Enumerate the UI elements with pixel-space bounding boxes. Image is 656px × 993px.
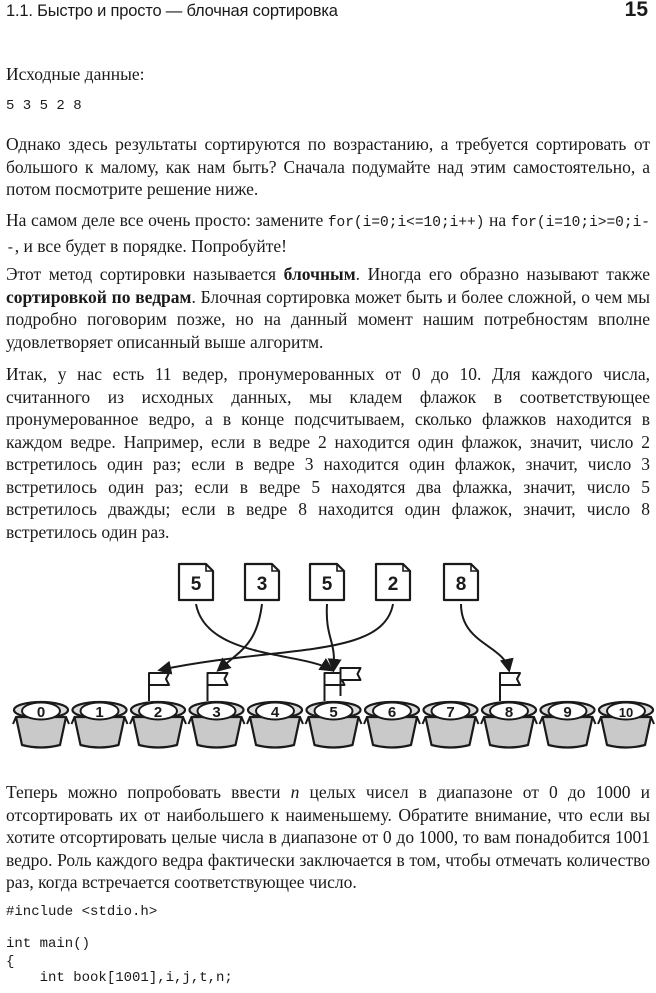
bucket-body (309, 717, 359, 748)
bucket-label: 2 (153, 704, 163, 721)
bucket-5 (306, 702, 362, 748)
number-card-4 (376, 564, 410, 600)
arrow-card-4-to-bucket-2 (160, 604, 393, 670)
bucket-body (250, 717, 300, 748)
flag-bucket-3 (208, 673, 228, 701)
bucket-body (543, 717, 593, 748)
bucket-2 (130, 702, 186, 748)
running-title: 1.1. Быстро и просто — блочная сортировка (6, 2, 338, 20)
bucket-body (426, 717, 476, 748)
flag-cloth (341, 668, 361, 680)
bucket-9 (540, 702, 596, 748)
bucket-10 (598, 702, 654, 748)
bucket-0 (13, 702, 69, 748)
bucket-label: 7 (446, 704, 455, 721)
bucket-body (192, 717, 242, 748)
number-card-label: 5 (190, 574, 202, 595)
number-card-label: 5 (321, 574, 333, 595)
bucket-6 (364, 702, 420, 748)
bucket-label: 5 (329, 704, 338, 721)
bucket-label: 0 (36, 704, 46, 721)
bucket-body (16, 717, 66, 748)
paragraph-3-text-2: . Иногда его образно называют также (355, 264, 651, 284)
bucket-sort-figure (0, 548, 656, 760)
bucket-3 (189, 702, 245, 748)
bucket-label: 1 (95, 704, 104, 721)
number-card-1 (179, 564, 213, 600)
flag-bucket-8 (500, 673, 520, 701)
inline-code-2: for(i=10;i>=0;i-- (6, 215, 650, 257)
flag-cloth (208, 673, 228, 685)
paragraph-2 (6, 209, 650, 260)
paragraph-2-text-1: На самом деле все очень просто: замените (6, 210, 328, 230)
input-values: 5 3 5 2 8 (6, 98, 82, 114)
bucket-body (601, 717, 651, 748)
paragraph-5-text-2: целых чисел в диапазоне от 0 до 1000 и отсортировать их от наибольшего к наименьшему. Обратите внимание, что если вы хотите отсортировать целые числа в диапазоне от 0 до 1000, то вам понадобится 1001 ведро. Роль каждого ведра фактически заключается в том, чтобы отмечать количество раз, когда встречается соответствующее число. (6, 782, 651, 892)
code-main: int main() (6, 936, 91, 952)
bucket-7 (423, 702, 479, 748)
code-include: #include <stdio.h> (6, 904, 158, 920)
bucket-8 (481, 702, 537, 748)
bucket-label: 4 (270, 704, 280, 721)
bucket-label: 10 (618, 705, 634, 720)
number-card-label: 2 (387, 574, 399, 595)
arrow-card-5-to-bucket-8 (461, 604, 509, 670)
arrow-card-3-to-bucket-5 (327, 604, 334, 670)
bucket-body (75, 717, 125, 748)
bucket-1 (72, 702, 128, 748)
term-bucket-sort: блочным (283, 264, 356, 284)
input-label: Исходные данные: (6, 64, 145, 84)
paragraph-5-text-1: Теперь можно попробовать ввести (6, 782, 291, 802)
variable-n: n (290, 782, 300, 802)
bucket-body (367, 717, 417, 748)
number-card-3 (310, 564, 344, 600)
paragraph-3-text-1: Этот метод сортировки называется (6, 264, 284, 284)
flag-cloth (149, 673, 169, 685)
flag-cloth (500, 673, 520, 685)
page-number: 15 (624, 0, 648, 21)
bucket-label: 3 (212, 704, 221, 721)
paragraph-3-text-3: . Блочная сортировка может быть и более сложной, о чем мы подробно поговорим позже, но на данный момент нашим потребностям вполне удовлетворяет описанный выше алгоритм. (6, 286, 650, 352)
bucket-label: 6 (387, 704, 397, 721)
code-declaration: int book[1001],i,j,t,n; (6, 970, 233, 986)
paragraph-4: Итак, у нас есть 11 ведер, пронумерованных от 0 до 10. Для каждого числа, считанного из исходных данных, мы кладем флажок в соответствующее пронумерованное ведро, а в конце подсчитываем, сколько флажков находится в каждом ведре. Например, если в ведре 2 находится один флажок, значит, число 2 встретилось один раз; если в ведре 3 находится один флажок, значит, число 3 встретилось один раз; если в ведре 5 находятся два флажка, значит, число 5 встретилось дважды; если в ведре 8 находится один флажок, значит, число 8 встретилось один раз. (6, 364, 650, 542)
number-card-2 (245, 564, 279, 600)
bucket-label: 8 (504, 704, 514, 721)
bucket-body (133, 717, 183, 748)
paragraph-2-text-3: , и все будет в порядке. Попробуйте! (14, 235, 287, 256)
number-card-5 (444, 564, 478, 600)
term-sort-by-buckets: сортировкой по ведрам (6, 286, 192, 307)
bucket-body (484, 717, 534, 748)
number-card-label: 8 (455, 574, 467, 595)
bucket-label: 9 (563, 704, 572, 721)
number-card-label: 3 (256, 574, 268, 595)
page-header (6, 0, 650, 26)
bucket-4 (247, 702, 303, 748)
flag-bucket-2 (149, 673, 169, 701)
code-open-brace: { (6, 954, 15, 970)
paragraph-1: Однако здесь результаты сортируются по возрастанию, а требуется сортировать от большого к малому, как нам быть? Сначала подумайте над этим самостоятельно, а потом посмотрите решение ниже. (6, 134, 650, 199)
paragraph-2-text-2: на (484, 210, 511, 230)
inline-code-1: for(i=0;i<=10;i++) (327, 215, 485, 231)
paragraph-3 (6, 263, 650, 353)
paragraph-5 (6, 781, 650, 894)
